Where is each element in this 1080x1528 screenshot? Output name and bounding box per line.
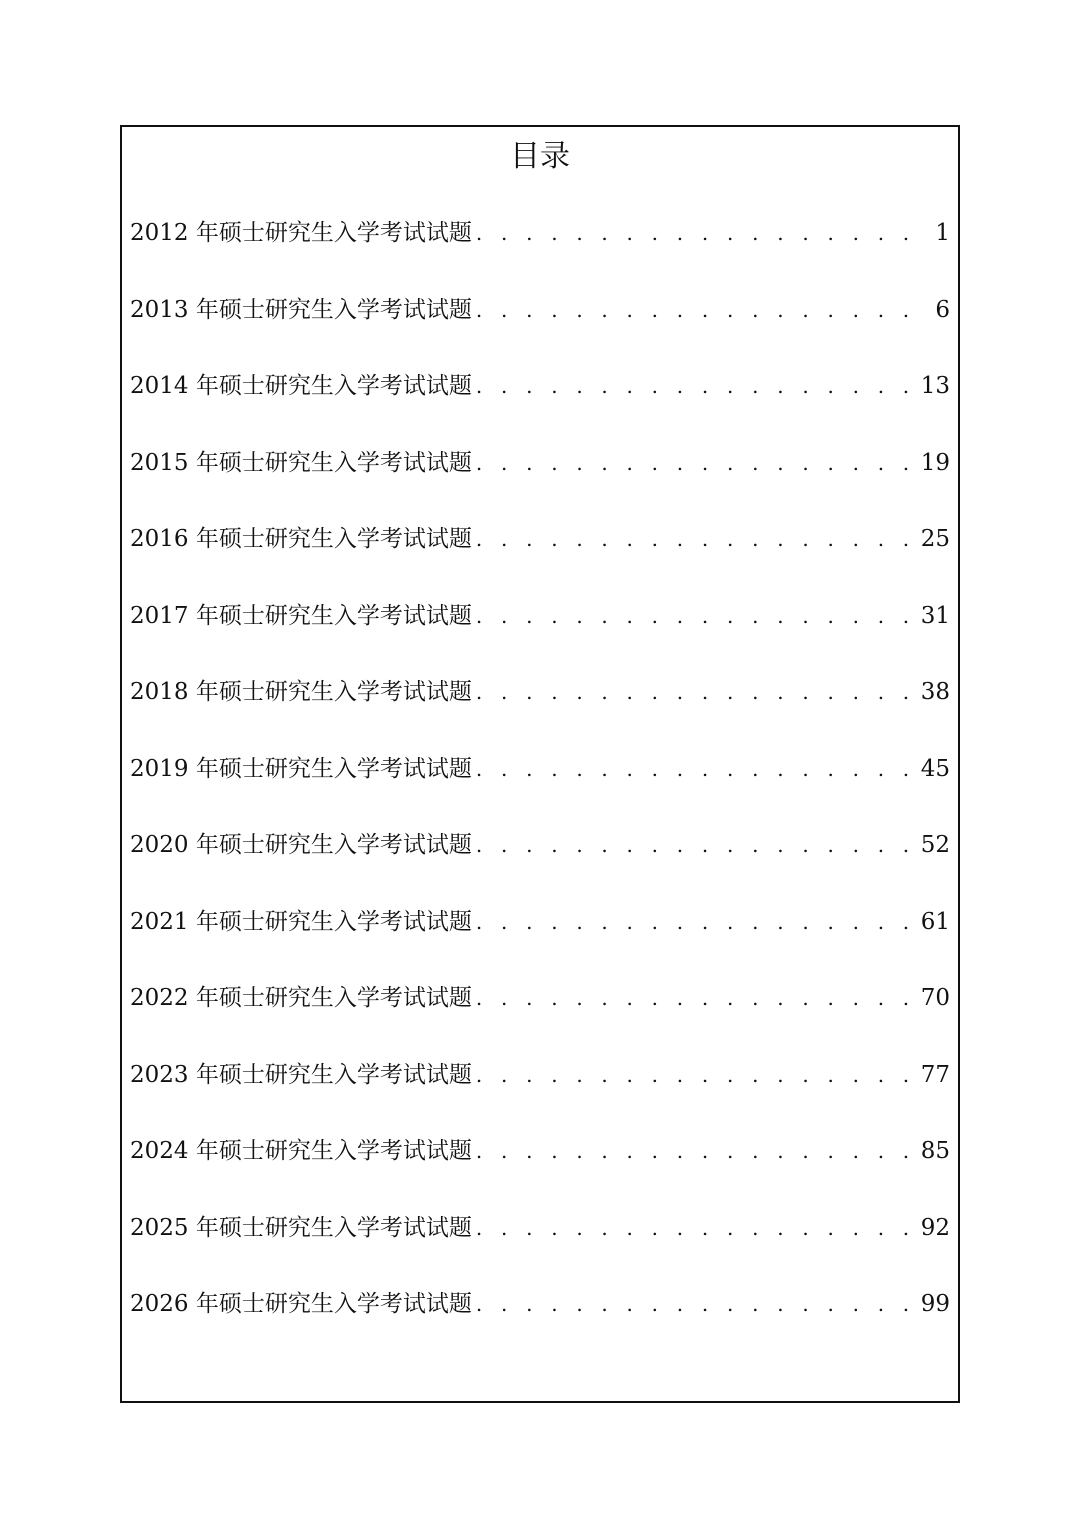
toc-entry[interactable] — [130, 592, 950, 669]
toc-entry[interactable] — [130, 1280, 950, 1357]
toc-dot-leader — [476, 515, 915, 563]
toc-entry[interactable] — [130, 439, 950, 516]
toc-title: 目录 — [510, 139, 570, 174]
toc-dot-leader — [476, 362, 915, 410]
toc-dot-leader — [476, 745, 915, 793]
toc-entry[interactable] — [130, 745, 950, 822]
toc-entry-page-number: 13 — [920, 373, 950, 399]
toc-entry-label: 2013 年硕士研究生入学考试试题 — [130, 296, 472, 323]
toc-entry-page-number: 31 — [920, 602, 950, 629]
toc-entry-page-number: 77 — [920, 1061, 950, 1088]
toc-dot-leader — [476, 286, 930, 334]
toc-entry-label: 2015 年硕士研究生入学考试试题 — [130, 449, 472, 476]
toc-entry-label: 2016 年硕士研究生入学考试试题 — [130, 526, 472, 552]
toc-entry-page-number: 85 — [920, 1138, 950, 1164]
toc-entry-label: 2019 年硕士研究生入学考试试题 — [130, 755, 472, 782]
toc-entry[interactable] — [130, 362, 950, 439]
toc-dot-leader — [476, 592, 915, 640]
toc-entry[interactable] — [130, 515, 950, 592]
toc-entry[interactable] — [130, 668, 950, 745]
toc-entry-page-number: 61 — [920, 908, 950, 935]
toc-entry-label: 2025 年硕士研究生入学考试试题 — [130, 1214, 472, 1241]
toc-dot-leader — [476, 439, 915, 487]
toc-frame — [120, 125, 960, 1403]
toc-entry[interactable] — [130, 286, 950, 363]
toc-entry-label: 2024 年硕士研究生入学考试试题 — [130, 1138, 472, 1164]
toc-dot-leader — [476, 821, 915, 869]
toc-entry[interactable] — [130, 821, 950, 898]
toc-entry[interactable] — [130, 1127, 950, 1204]
toc-entry-page-number: 19 — [920, 449, 950, 476]
toc-entry-page-number: 52 — [920, 832, 950, 858]
toc-dot-leader — [476, 668, 915, 716]
toc-entry-page-number: 92 — [920, 1214, 950, 1241]
toc-entry-label: 2018 年硕士研究生入学考试试题 — [130, 679, 472, 705]
toc-entry[interactable] — [130, 974, 950, 1051]
toc-dot-leader — [476, 1204, 915, 1252]
toc-list — [130, 209, 950, 1357]
toc-dot-leader — [476, 1051, 915, 1099]
toc-entry[interactable] — [130, 1051, 950, 1128]
toc-entry-page-number: 6 — [935, 296, 950, 323]
toc-entry-page-number: 38 — [920, 679, 950, 705]
toc-dot-leader — [476, 1127, 915, 1175]
toc-entry-label: 2026 年硕士研究生入学考试试题 — [130, 1291, 472, 1317]
toc-entry-label: 2023 年硕士研究生入学考试试题 — [130, 1061, 472, 1088]
toc-entry-label: 2014 年硕士研究生入学考试试题 — [130, 373, 472, 399]
toc-entry[interactable] — [130, 1204, 950, 1281]
toc-entry-label: 2020 年硕士研究生入学考试试题 — [130, 832, 472, 858]
toc-entry[interactable] — [130, 209, 950, 286]
toc-entry-page-number: 45 — [920, 755, 950, 782]
toc-entry-page-number: 1 — [935, 220, 950, 246]
toc-entry-page-number: 70 — [920, 985, 950, 1011]
toc-entry-page-number: 99 — [920, 1291, 950, 1317]
toc-dot-leader — [476, 209, 930, 257]
toc-entry-label: 2021 年硕士研究生入学考试试题 — [130, 908, 472, 935]
toc-dot-leader — [476, 974, 915, 1022]
toc-entry-label: 2012 年硕士研究生入学考试试题 — [130, 220, 472, 246]
toc-entry-label: 2017 年硕士研究生入学考试试题 — [130, 602, 472, 629]
toc-dot-leader — [476, 898, 915, 946]
toc-entry[interactable] — [130, 898, 950, 975]
toc-dot-leader — [476, 1280, 915, 1328]
toc-entry-label: 2022 年硕士研究生入学考试试题 — [130, 985, 472, 1011]
toc-entry-page-number: 25 — [920, 526, 950, 552]
